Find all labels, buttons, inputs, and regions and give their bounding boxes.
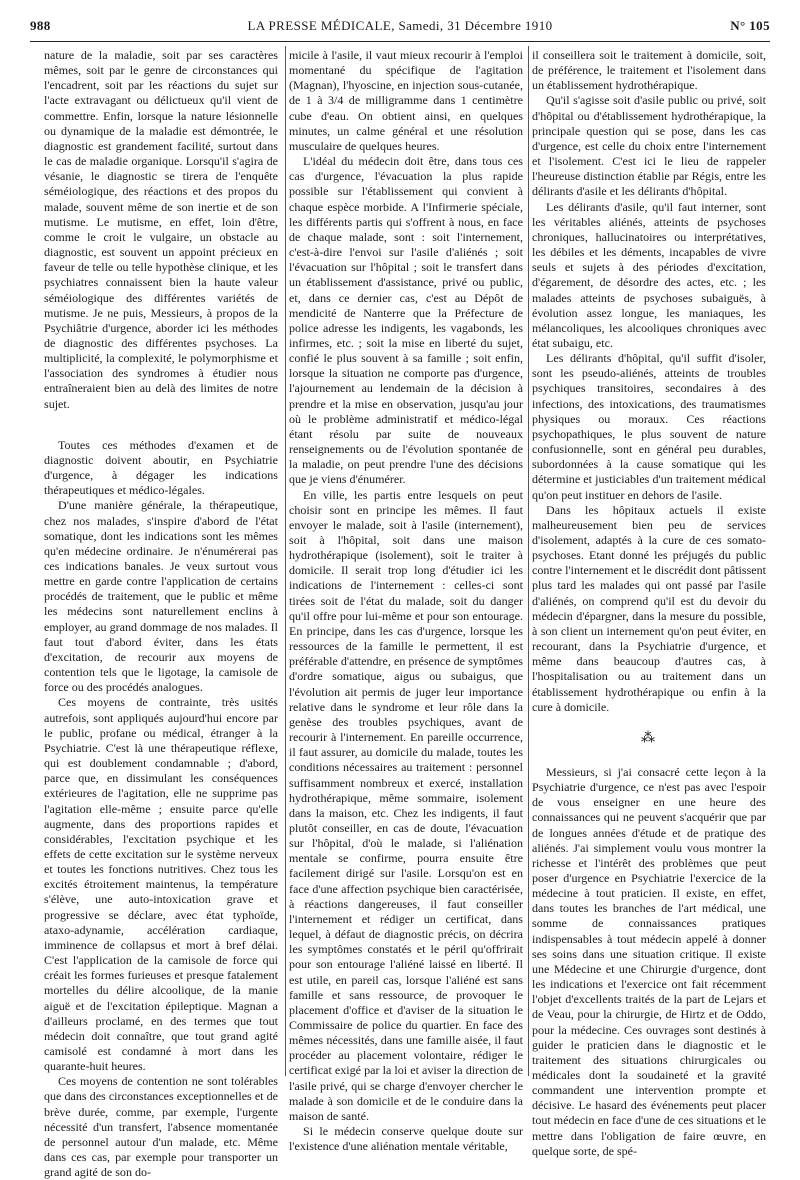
paragraph: Toutes ces méthodes d'examen et de diagnostic doivent aboutir, en Psychiatrie d'urgence, à dégager les indications thérapeutiques et médico-légales. — [44, 437, 278, 498]
column-3 — [532, 48, 766, 1159]
paragraph: micile à l'asile, il vaut mieux recourir à l'emploi momentané du spécifique de l'agitation (Magnan), l'hyoscine, en injection sous-cutanée, de 1 à 3/4 de milligramme dans 1 centimètre cube d'eau. On obtient ainsi, en quelques minutes, un calme général et une résolution musculaire de quelques heures. — [289, 48, 523, 153]
header-rule — [30, 41, 770, 42]
paragraph: Si le médecin conserve quelque doute sur l'existence d'une aliénation mentale véritable, — [289, 1124, 523, 1154]
column-divider-1 — [285, 46, 286, 1076]
running-header — [30, 18, 770, 38]
paragraph: D'une manière générale, la thérapeutique, chez nos malades, s'inspire d'abord de l'état somatique, dont les indications sont les mêmes qu'en médecine ordinaire. Je n'énumérerai pas ces indications banales. Je veux surtout vous mettre en garde contre l'application de certains procédés de traitement, que le public et même les médecins sont naturellement enclins à employer, au grand dommage de nos malades. Il faut tout d'abord éviter, dans les états d'excitation, de recourir aux moyens de contention tels que le ligotage, la camisole de force ou des procédés analogues. — [44, 498, 278, 695]
page-number: 988 — [30, 18, 51, 33]
column-1 — [44, 48, 278, 1180]
paragraph: L'idéal du médecin doit être, dans tous ces cas d'urgence, l'évacuation la plus rapide possible sur l'établissement qui convient à chaque espèce morbide. A l'Infirmerie spéciale, les différents partis qui s'offrent à nous, en face de chaque malade, sont : soit l'internement, c'est-à-dire l'envoi sur l'asile d'aliénés ; soit l'évacuation sur l'hôpital ; soit le transfert dans un établissement d'assistance, privé ou public, et, dans ce dernier cas, c'est au Dépôt de mendicité de Nanterre que la Préfecture de police adresse les indigents, les vagabonds, les infirmes, etc. ; soit la mise en liberté du sujet, confié le plus souvent à sa famille ; soit enfin, lorsque la situation ne comporte pas d'urgence, l'ajournement au lendemain de la décision à prendre et la mise en observation, jusqu'au jour où le problème administratif et médico-légal étant résolu par suite de nouveaux renseignements ou de l'évolution spontanée de la maladie, on peut prendre l'une des décisions que je viens d'énumérer. — [289, 154, 523, 487]
paragraph: il conseillera soit le traitement à domicile, soit, de préférence, le traitement et l'isolement dans un établissement hydrothérapique. — [532, 48, 766, 93]
journal-title: LA PRESSE MÉDICALE, Samedi, 31 Décembre 1910 — [247, 18, 553, 33]
section-separator-asterism: ⁂ — [641, 730, 657, 746]
column-2 — [289, 48, 523, 1154]
paragraph: Ces moyens de contrainte, très usités autrefois, sont appliqués aujourd'hui encore par le public, profane ou médical, étranger à la Psychiatrie. C'est là une thérapeutique réflexe, qui est doublement condamnable ; d'abord, parce que, en dissimulant les conséquences extérieures de l'agitation, elle ne supprime pas l'agitation elle-même ; ensuite parce qu'elle augmente, dans des proportions rapides et considérables, l'excitation psychique et les effets de cette excitation sur le système nerveux et toutes les fonctions nutritives. Chez tous les excités étroitement maintenus, la température s'élève, une auto-intoxication grave et progressive se déclare, avec état typhoïde, ataxo-adynamie, accélération cardiaque, imminence de collapsus et mort à bref délai. C'est l'application de la camisole de force qui créait les formes furieuses et presque fatalement mortelles du délire alcoolique, de la manie aiguë et de l'excitation épileptique. Magnan a d'ailleurs proclamé, en des termes que tout médecin doit connaître, que tout grand agité camisolé est condamné à mort dans les quarante-huit heures. — [44, 695, 278, 1074]
paragraph: Messieurs, si j'ai consacré cette leçon à la Psychiatrie d'urgence, ce n'est pas avec l'espoir de vous enseigner en une heure des connaissances qui ne peuvent s'acquérir que par de longues années d'étude et de pratique des aliénés. J'ai simplement voulu vous montrer la richesse et l'intérêt des problèmes que peut poser d'urgence en Psychiatrie l'exercice de la médecine à tout praticien. Il existe, en effet, dans toutes les branches de l'art médical, une somme de connaissances pratiques indispensables à tout médecin appelé à donner ses soins dans une situation critique. Il existe une Médecine et une Chirurgie d'urgence, dont les indications et l'exercice ont fait récemment l'objet d'excellents traités de la part de Lejars et de Veau, pour la chirurgie, de Hirtz et de Oddo, pour la médecine. Ces ouvrages sont destinés à guider le praticien dans le diagnostic et le traitement des situations chirurgicales ou médicales dont la soudaineté et la gravité commandent une intervention prompte et décisive. Le hasard des événements peut placer tout médecin en face d'une de ces situations et le mettre dans l'obligation de faire œuvre, en quelque sorte, de spé- — [532, 764, 766, 1158]
paragraph: Les délirants d'hôpital, qu'il suffit d'isoler, sont les pseudo-aliénés, atteints de troubles psychiques transitoires, secondaires à des infections, des intoxications, des traumatismes physiques ou moraux. Ces réactions psychopathiques, le plus souvent de nature confusionnelle, sont en général peu durables, subordonnées à la cause somatique qui les détermine et justiciables d'un traitement médical qu'on peut instituer en dehors de l'asile. — [532, 351, 766, 502]
paragraph: Dans les hôpitaux actuels il existe malheureusement bien peu de services d'isolement, adaptés à la cure de ces somato-psychoses. Etant donné les préjugés du public contre l'internement et le discrédit dont pâtissent plus tard les malades qui ont passé par l'asile d'aliénés, on comprend qu'il est du devoir du médecin d'épargner, dans la mesure du possible, à son client un internement qu'on peut éviter, en recourant, dans la Psychiatrie d'urgence, et même dans beaucoup d'autres cas, à l'hospitalisation ou au traitement dans un établissement hydrothérapique ou enfin à la cure à domicile. — [532, 502, 766, 714]
paragraph: Ces moyens de contention ne sont tolérables que dans des circonstances exceptionnelles et de brève durée, comme, par exemple, l'urgente nécessité d'un transfert, l'absence momentanée de personnel autour d'un malade, etc. Même dans ces cas, par exemple pour transporter un grand agité de son do- — [44, 1074, 278, 1180]
paragraph: Qu'il s'agisse soit d'asile public ou privé, soit d'hôpital ou d'établissement hydrothérapique, la principale question qui se pose, dans les cas d'urgence, est celle du choix entre l'internement et l'isolement. C'est ici le lieu de rappeler l'heureuse distinction établie par Régis, entre les délirants d'asile et les délirants d'hôpital. — [532, 93, 766, 199]
paragraph: En ville, les partis entre lesquels on peut choisir sont en principe les mêmes. Il faut envoyer le malade, soit à l'asile (internement), soit à l'hôpital, soit dans une maison hydrothérapique (isolement), soit le traiter à domicile. Il serait trop long d'étudier ici les indications de l'internement : celles-ci sont tirées soit de l'état du malade, soit du danger qu'il offre pour lui-même et pour son entourage. En principe, dans les cas d'urgence, lorsque les ressources de la famille le permettent, il est préférable d'attendre, en présence de symptômes d'ordre somatique, aigus ou subaigus, que l'évolution ait permis de juger leur importance relative dans le syndrome et leur rôle dans la genèse des troubles psychiques, avant de recourir à l'internement. En pareille occurrence, il faut assurer, au domicile du malade, toutes les conditions nécessaires au traitement : personnel suffisamment nombreux et exercé, installation hydrothérapique, même sommaire, isolement dans la maison, etc. Chez les indigents, il faut plutôt conseiller, en cas de doute, l'évacuation sur l'hôpital, d'où le malade, si l'aliénation mentale se confirme, pourra ensuite être facilement dirigé sur l'asile. Lorsqu'on est en face d'une affection psychique bien caractérisée, à réactions dangereuses, il faut conseiller l'internement et rédiger un certificat, dans lequel, à défaut de diagnostic précis, on décrira les symptômes constatés et le péril qu'offrirait pour son entourage l'aliéné laissé en liberté. Il est utile, en pareil cas, lorsque l'aliéné est sans famille et sans ressource, de provoquer le placement d'office et d'aviser de la situation le Commissaire de police du quartier. En face des mêmes nécessités, dans une famille aisée, il faut procéder au placement volontaire, rédiger le certificat exigé par la loi et aviser la direction de l'asile privé, qui se charge d'envoyer chercher le malade à son domicile et de le conduire dans la maison de santé. — [289, 487, 523, 1123]
paragraph: Les délirants d'asile, qu'il faut interner, sont les véritables aliénés, atteints de psychoses chroniques, hallucinatoires ou interprétatives, les débiles et les déments, incapables de vivre seuls et sujets à des périodes d'excitation, d'égarement, de désordre des actes, etc. ; les malades atteints de psychoses subaiguës, à évolution assez longue, les maniaques, les mélancoliques, les alcooliques chroniques avec état subaigu, etc. — [532, 199, 766, 350]
column-divider-2 — [528, 46, 529, 1076]
issue-number: N° 105 — [730, 18, 770, 33]
paragraph: nature de la maladie, soit par ses caractères mêmes, soit par le genre de circonstances qui l'encadrent, soit par les réactions du sujet sur l'acte extravagant ou délictueux qu'il vient de commettre. Enfin, lorsque la nature lésionnelle ou dynamique de la maladie est démontrée, le diagnostic est grandement facilité, surtout dans le cas de maladie organique. Lorsqu'il s'agira de vésanie, le diagnostic se tirera de l'enquête séméiologique, des réactions et des propos du malade, souvent même de son inertie et de son mutisme. Le mutisme, en effet, loin d'être, comme le croit le vulgaire, un obstacle au diagnostic, est souvent un appoint précieux en faveur de telle ou telle hypothèse clinique, et les psychiatres connaissent bien la haute valeur séméiologique des différentes variétés de mutisme. Je ne puis, Messieurs, à propos de la Psychiâtrie d'urgence, aborder ici les méthodes de diagnostic des différentes psychoses. La multiplicité, la complexité, le polymorphisme et l'association des syndromes à étudier nous entraîneraient bien au delà des limites de notre sujet. — [44, 48, 278, 411]
